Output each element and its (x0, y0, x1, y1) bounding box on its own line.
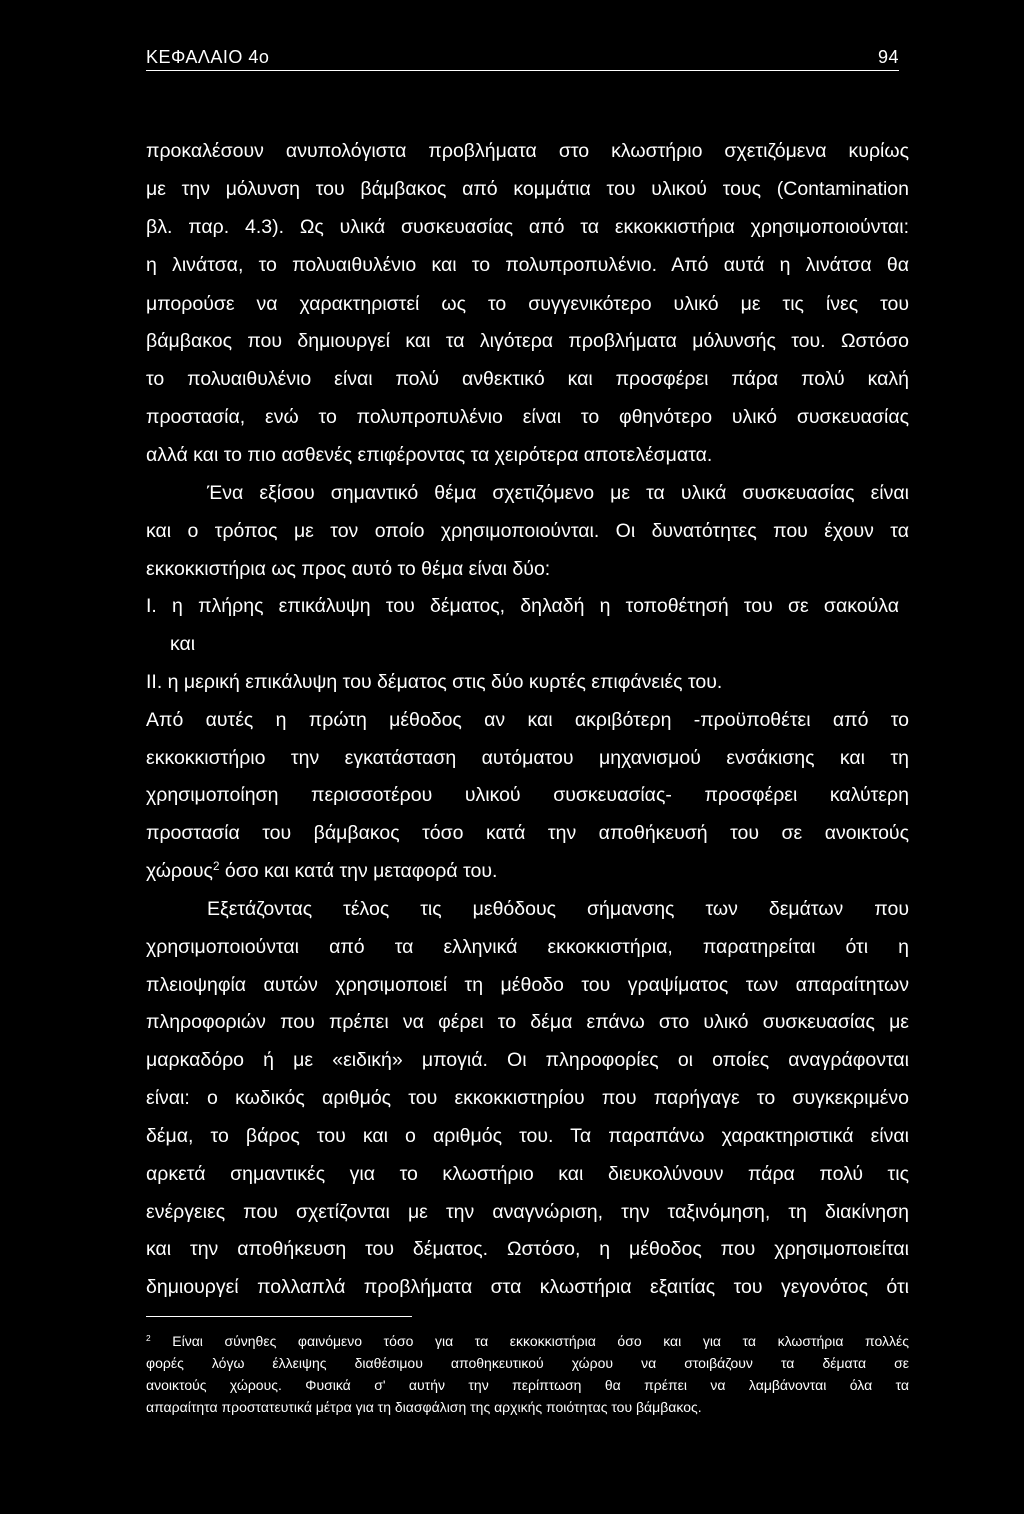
text-line-with-footnote-ref (146, 858, 909, 884)
text-line: αλλά και το πιο ασθενές επιφέροντας τα χειρότερα αποτελέσματα. (146, 444, 713, 466)
text-line: προστασία του βάμβακος τόσο κατά την αποθήκευσή του σε ανοικτούς (146, 822, 909, 844)
text-line: Εξετάζοντας τέλος τις μεθόδους σήμανσης των δεμάτων που (207, 898, 909, 920)
footnote-line: απαραίτητα προστατευτικά μέτρα για τη διασφάλιση της αρχικής ποιότητας του βάμβακος. (146, 1399, 702, 1415)
text-line: χρησιμοποιούνται από τα ελληνικά εκκοκκιστήρια, παρατηρείται ότι η (146, 936, 909, 958)
text-line: προστασία, ενώ το πολυπροπυλένιο είναι το φθηνότερο υλικό συσκευασίας (146, 406, 909, 428)
footnote-reference: 2 (212, 859, 220, 873)
text-line: η λινάτσα, το πολυαιθυλένιο και το πολυπροπυλένιο. Από αυτά η λινάτσα θα (146, 254, 909, 276)
footnote-line: φορές λόγω έλλειψης διαθέσιμου αποθηκευτικού χώρου να στοιβάζουν τα δέματα σε (146, 1355, 909, 1371)
footnote-line: ανοικτούς χώρους. Φυσικά σ' αυτήν την περίπτωση θα πρέπει να λαμβάνονται όλα τα (146, 1377, 909, 1393)
text-line: και ο τρόπος με τον οποίο χρησιμοποιούνται. Οι δυνατότητες που έχουν τα (146, 520, 909, 542)
text-line: εκκοκκιστήριο την εγκατάσταση αυτόματου μηχανισμού ενσάκισης και τη (146, 747, 909, 769)
text-line: ενέργειες που σχετίζονται με την αναγνώριση, την ταξινόμηση, τη διακίνηση (146, 1201, 909, 1223)
list-item-1-cont: και (170, 633, 196, 655)
running-header (146, 44, 899, 71)
text-line: και την αποθήκευση του δέματος. Ωστόσο, η μέθοδος που χρησιμοποιείται (146, 1238, 909, 1260)
text-line: δέμα, το βάρος του και ο αριθμός του. Τα παραπάνω χαρακτηριστικά είναι (146, 1125, 909, 1147)
text-line: δημιουργεί πολλαπλά προβλήματα στα κλωστήρια εξαιτίας του γεγονότος ότι (146, 1276, 909, 1298)
footnote-separator (146, 1316, 412, 1317)
text-line: πλειοψηφία αυτών χρησιμοποιεί τη μέθοδο του γραψίματος των απαραίτητων (146, 974, 909, 996)
text-line: βλ. παρ. 4.3). Ως υλικά συσκευασίας από τα εκκοκκιστήρια χρησιμοποιούνται: (146, 216, 909, 238)
footnote-text: Είναι σύνηθες φαινόμενο τόσο για τα εκκοκκιστήρια όσο και για τα κλωστήρια πολλές (172, 1333, 909, 1349)
text-line: με την μόλυνση του βάμβακος από κομμάτια του υλικού τους (Contamination (146, 178, 909, 200)
text-line: πληροφοριών που πρέπει να φέρει το δέμα επάνω στο υλικό συσκευασίας με (146, 1011, 909, 1033)
text-line: αρκετά σημαντικές για το κλωστήριο και διευκολύνουν πάρα πολύ τις (146, 1163, 909, 1185)
text-line: βάμβακος που δημιουργεί και τα λιγότερα προβλήματα μόλυνσής του. Ωστόσο (146, 330, 909, 352)
text-line: μαρκαδόρο ή με «ειδική» μπογιά. Οι πληροφορίες οι οποίες αναγράφονται (146, 1049, 909, 1071)
text-fragment: όσο και κατά την μεταφορά του. (219, 860, 498, 882)
page-number: 94 (877, 47, 899, 67)
text-line: είναι: ο κωδικός αριθμός του εκκοκκιστηρίου που παρήγαγε το συγκεκριμένο (146, 1087, 909, 1109)
text-line: χρησιμοποίηση περισσοτέρου υλικού συσκευασίας- προσφέρει καλύτερη (146, 784, 909, 806)
footnote-marker: 2 (146, 1332, 151, 1343)
text-fragment: χώρους (146, 860, 213, 882)
footnote-line (146, 1332, 909, 1350)
text-line: Ένα εξίσου σημαντικό θέμα σχετιζόμενο με τα υλικά συσκευασίας είναι (207, 482, 909, 504)
text-line: Από αυτές η πρώτη μέθοδος αν και ακριβότερη -προϋποθέτει από το (146, 709, 909, 731)
text-line: το πολυαιθυλένιο είναι πολύ ανθεκτικό και προσφέρει πάρα πολύ καλή (146, 368, 909, 390)
chapter-title: ΚΕΦΑΛΑΙΟ 4ο (146, 47, 270, 67)
text-line: μπορούσε να χαρακτηριστεί ως το συγγενικότερο υλικό με τις ίνες του (146, 293, 909, 315)
text-line: προκαλέσουν ανυπολόγιστα προβλήματα στο κλωστήριο σχετιζόμενα κυρίως (146, 140, 909, 162)
list-item-2: II. η μερική επικάλυψη του δέματος στις δύο κυρτές επιφάνειές του. (146, 671, 723, 693)
list-item-1: I. η πλήρης επικάλυψη του δέματος, δηλαδή η τοποθέτησή του σε σακούλα (146, 595, 899, 617)
text-line: εκκοκκιστήρια ως προς αυτό το θέμα είναι δύο: (146, 558, 551, 580)
